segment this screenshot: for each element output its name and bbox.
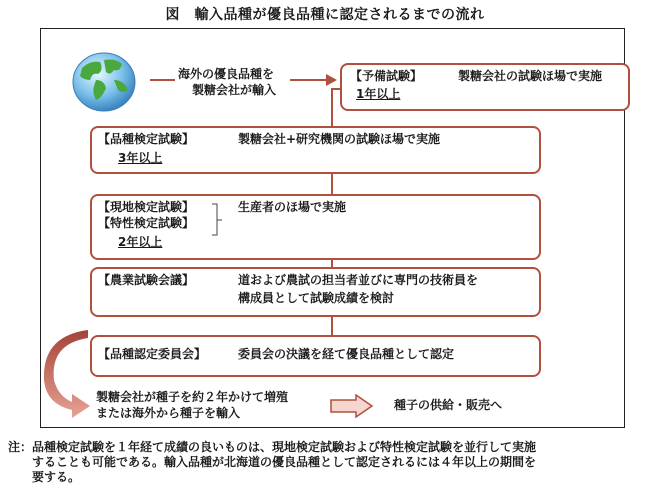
step-inspection-period: 3年以上 [118, 151, 163, 165]
globe-icon [70, 50, 138, 114]
step-field-label1: 【現地検定試験】 [98, 200, 195, 214]
connector-line [150, 79, 175, 81]
figure-title: 図 輸入品種が優良品種に認定されるまでの流れ [165, 7, 485, 23]
step-preliminary-desc: 製糖会社の試験ほ場で実施 [458, 69, 603, 83]
curved-arrow-icon [44, 330, 104, 420]
footnote-line3: 要する。 [32, 470, 81, 484]
step-field-desc: 生産者のほ場で実施 [238, 200, 347, 214]
bracket-icon [210, 203, 224, 237]
connector-line [331, 315, 333, 335]
step-field-period: 2年以上 [118, 235, 163, 249]
step-conference-desc1: 道および農試の担当者並びに専門の技術員を [238, 273, 479, 287]
step-inspection-label: 【品種検定試験】 [98, 132, 195, 146]
footnote-line2: することも可能である。輸入品種が北海道の優良品種として認定されるには４年以上の期間を [32, 455, 537, 469]
after-line1: 製糖会社が種子を約２年かけて増殖 [96, 390, 289, 404]
step-committee-desc: 委員会の決議を経て優良品種として認定 [238, 347, 455, 361]
connector-line [331, 172, 333, 194]
step-preliminary-period: 1年以上 [356, 87, 401, 101]
step-conference-label: 【農業試験会議】 [98, 273, 195, 287]
intro-line1: 海外の優良品種を [178, 67, 275, 81]
intro-line2: 製糖会社が輸入 [192, 83, 277, 97]
step-conference-desc2: 構成員として試験成績を検討 [238, 291, 395, 305]
step-preliminary-label: 【予備試験】 [350, 69, 423, 83]
footnote [8, 440, 644, 485]
block-arrow-right-icon [330, 394, 374, 418]
footnote-line1: 注：品種検定試験を１年経て成績の良いものは、現地検定試験および特性検定試験を並行して実施 [8, 440, 537, 454]
step-field-label2: 【特性検定試験】 [98, 216, 195, 230]
connector-line [331, 258, 333, 267]
connector-line [331, 88, 342, 90]
connector-line [331, 88, 333, 126]
after-line2: または海外から種子を輸入 [96, 406, 241, 420]
final-text: 種子の供給・販売へ [394, 398, 503, 412]
step-committee-label: 【品種認定委員会】 [98, 347, 207, 361]
step-inspection-desc: 製糖会社+研究機関の試験ほ場で実施 [238, 132, 441, 146]
arrow-right-icon [290, 71, 338, 89]
